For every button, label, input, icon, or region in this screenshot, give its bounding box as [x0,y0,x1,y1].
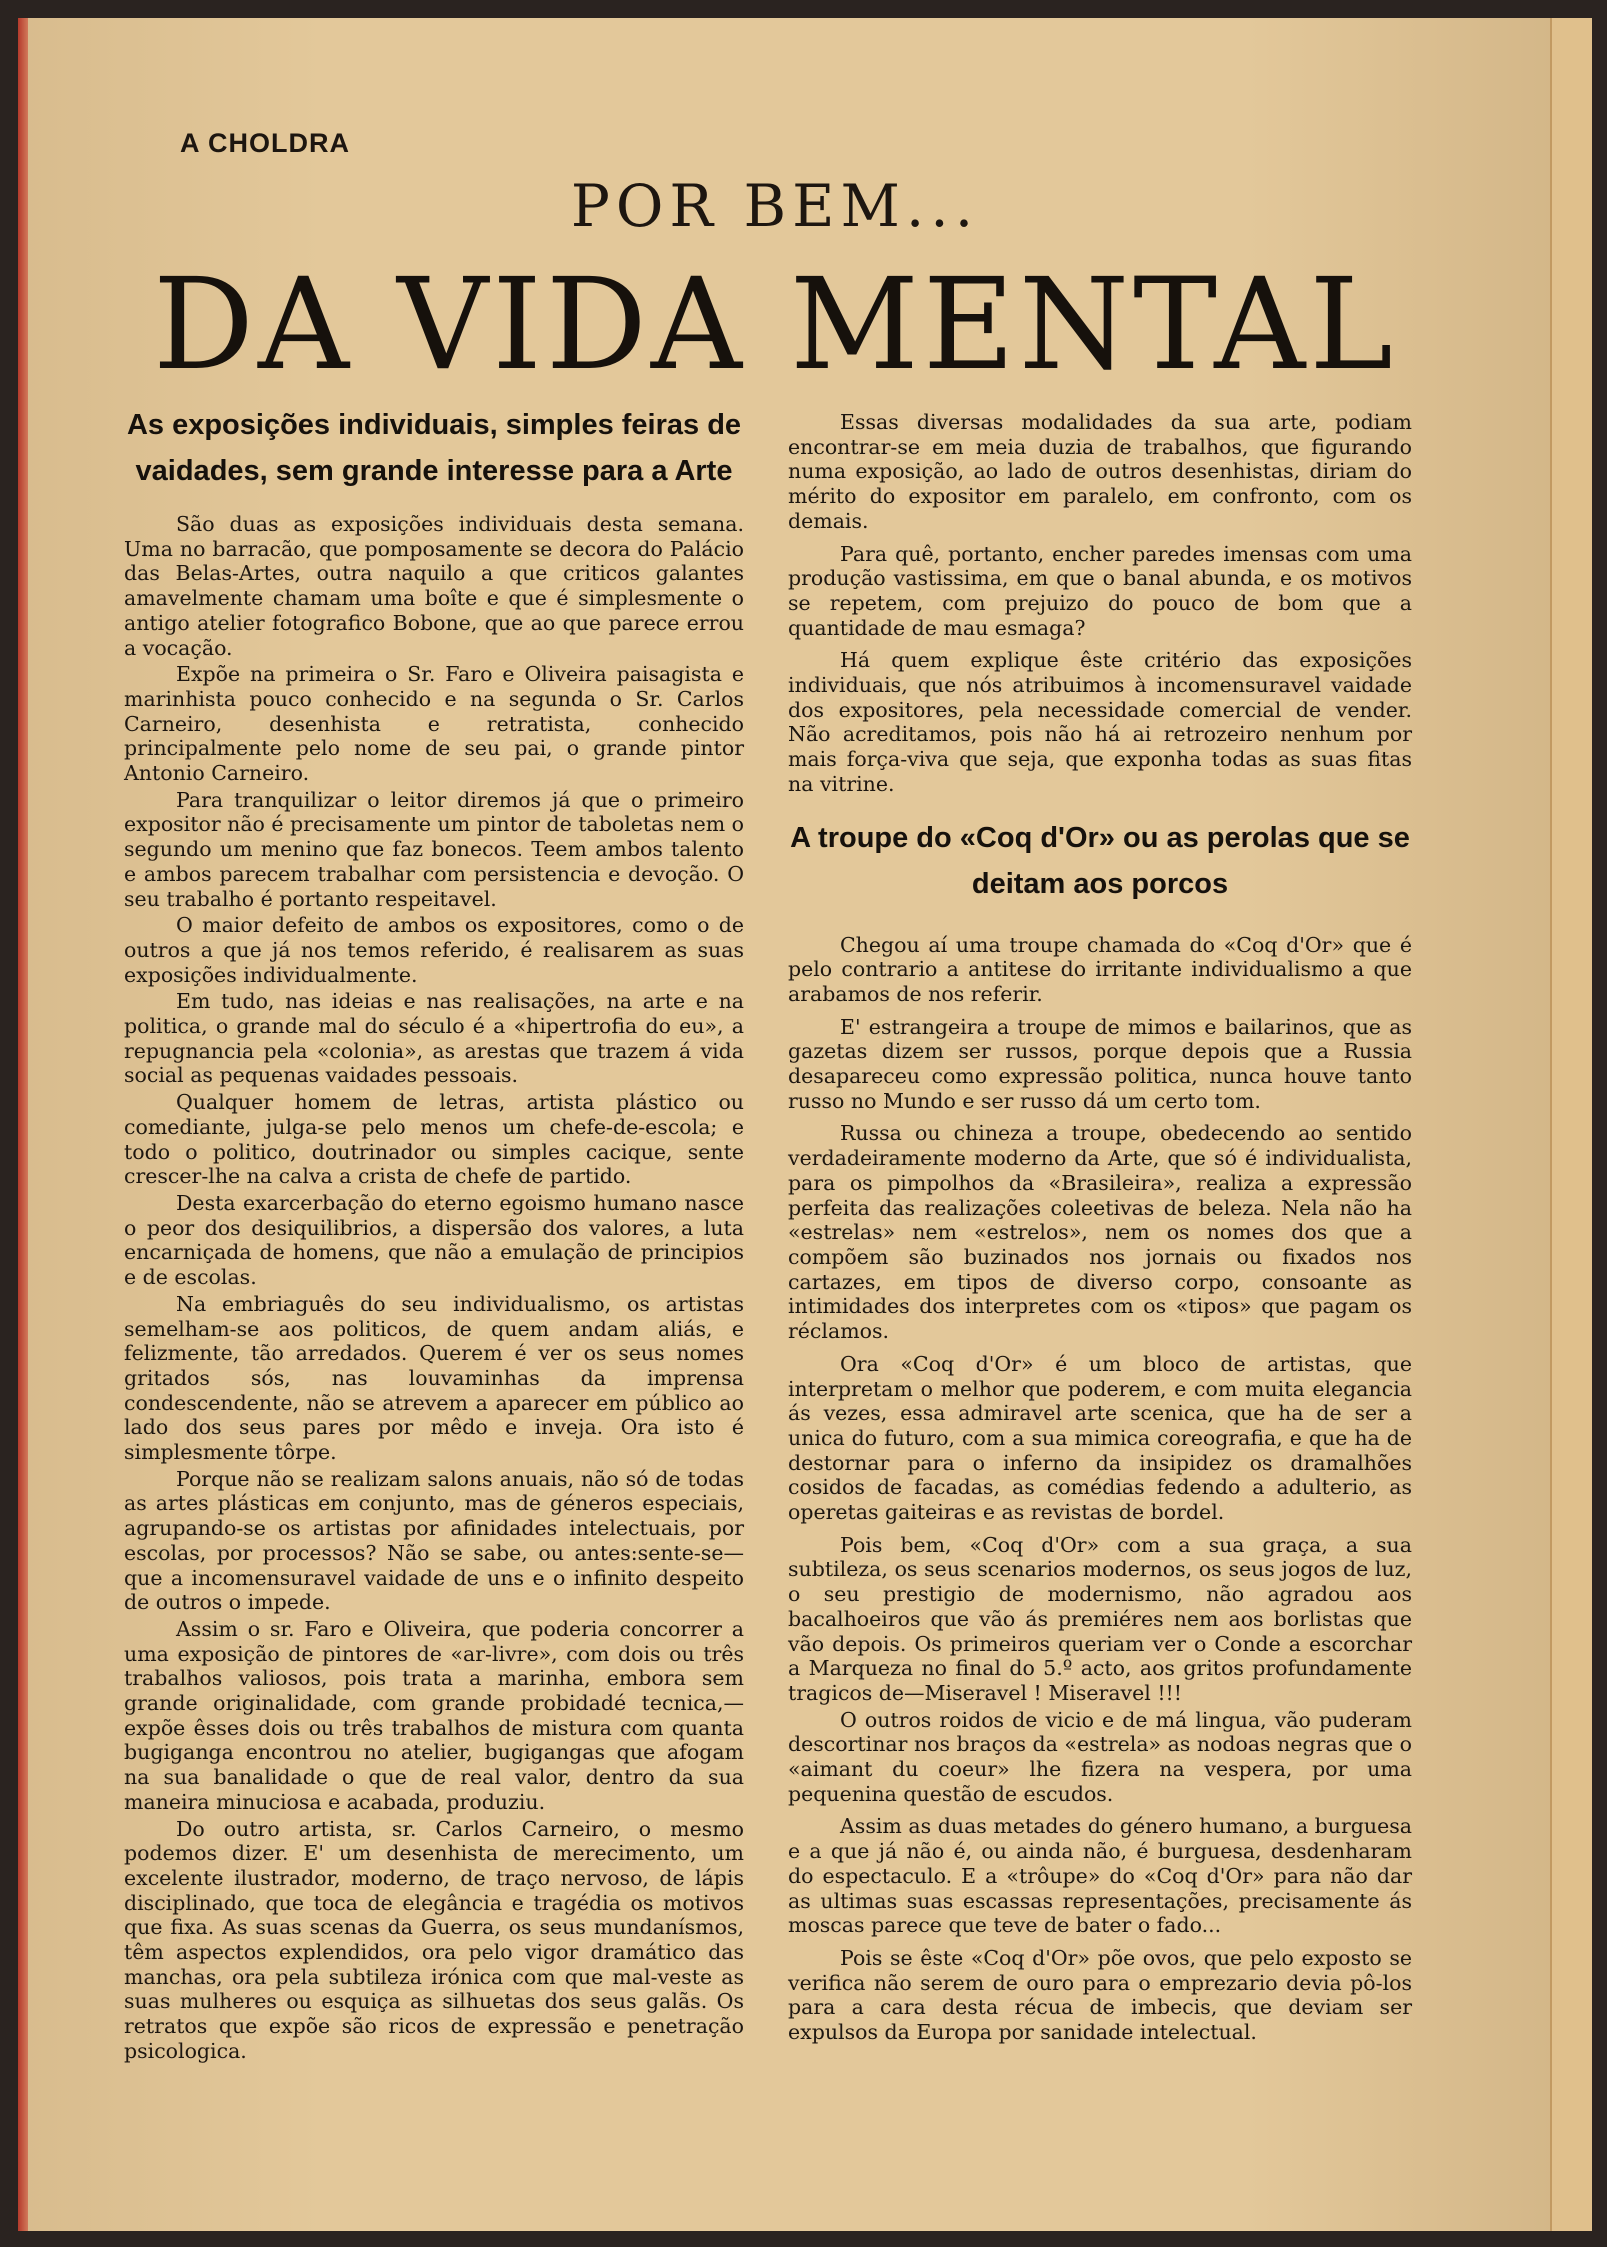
paragraph: Pois bem, «Coq d'Or» com a sua graça, a sua subtileza, os seus scenarios modernos, os seus jogos de luz, o seu prestigio de modernismo, não agradou aos bacalhoeiros que vão ás premiéres nem aos borlistas que vão depois. Os primeiros queriam ver o Conde a escorchar a Marqueza no final do 5.º acto, aos gritos profundamente tragicos de—Miseravel ! Miseravel !!! [788,1532,1412,1705]
paragraph: Qualquer homem de letras, artista plástico ou comediante, julga-se pelo menos um chefe-de-escola; e todo o politico, doutrinador ou simples cacique, sente crescer-lhe na calva a crista de chefe de partido. [124,1090,744,1189]
article-title: DA VIDA MENTAL [153,251,1397,398]
left-subheading: As exposições individuais, simples feiras de vaidades, sem grande interesse para a Arte [126,409,742,487]
paragraph: Russa ou chineza a troupe, obedecendo ao sentido verdadeiramente moderno da Arte, que só é individualista, para os pimpolhos da «Brasileira», realiza a expressão perfeita das realizações coleetivas de beleza. Nela não ha «estrelas» nem «estrelos», nem os nomes dos que a compõem são buzinados nos jornais ou fixados nos cartazes, em tipos de diverso corpo, consoante as intimidades dos interpretes com os «tipos» que pagam os réclamos. [788,1121,1412,1344]
paragraph: Ora «Coq d'Or» é um bloco de artistas, que interpretam o melhor que poderem, e com muita elegancia ás vezes, essa admiravel arte scenica, que ha de ser a unica do futuro, com a sua mimica coreografia, e que ha de destornar para o inferno da insipidez os dramalhões cosidos de facadas, as comédias fedendo a adulterio, as operetas gaiteiras e as revistas de bordel. [788,1351,1412,1525]
paragraph: O outros roidos de vicio e de má lingua, vão puderam descortinar nos braços da «estrela» as nodoas negras que o «aimant du coeur» lhe fizera na vespera, por uma pequenina questão de escudos. [788,1707,1412,1806]
paragraph: Pois se êste «Coq d'Or» põe ovos, que pelo exposto se verifica não serem de ouro para o emprezario devia pô-los para a cara desta récua de imbecis, que deviam ser expulsos da Europa por sanidade intelectual. [788,1945,1412,2045]
paragraph: Chegou aí uma troupe chamada do «Coq d'Or» que é pelo contrario a antitese do irritante individualismo a que arabamos de nos referir. [788,932,1412,1006]
article-kicker: POR BEM... [570,172,980,240]
paragraph: O maior defeito de ambos os expositores, como o de outros a que já nos temos referido, é realisarem as suas exposições individualmente. [124,913,744,987]
paragraph: São duas as exposições individuais desta semana. Uma no barracão, que pomposamente se decora do Palácio das Belas-Artes, outra naquilo a que criticos galantes amavelmente chamam uma boîte e que é simplesmente o antigo atelier fotografico Bobone, que ao que parece errou a vocação. [124,512,744,660]
paragraph: Na embriaguês do seu individualismo, os artistas semelham-se aos politicos, de quem andam aliás, e felizmente, tão arredados. Querem é ver os seus nomes gritados sós, nas louvaminhas da imprensa condescendente, não se atrevem a aparecer em público ao lado dos seus pares por mêdo e inveja. Ora isto é simplesmente tôrpe. [124,1291,744,1465]
paragraph: E' estrangeira a troupe de mimos e bailarinos, que as gazetas dizem ser russos, porque depois que a Russia desapareceu como expressão politica, nunca houve tanto russo no Mundo e ser russo dá um certo tom. [788,1014,1412,1113]
paragraph: Porque não se realizam salons anuais, não só de todas as artes plásticas em conjunto, mas de géneros especiais, agrupando-se os artistas por afinidades intelectuais, por escolas, por processos? Não se sabe, ou antes:sente-se— que a incomensuravel vaidade de uns e o infinito despeito de outros o impede. [124,1466,744,1615]
paragraph: Assim o sr. Faro e Oliveira, que poderia concorrer a uma exposição de pintores de «ar-livre», com dois ou três trabalhos valiosos, pois trata a marinha, embora sem grande originalidade, com grande probidadé tecnica,—expõe êsses dois ou três trabalhos de mistura com quanta bugiganga encontrou no atelier, bugigangas que afogam na sua banalidade o que de real valor, dentro da sua maneira minuciosa e acabada, produziu. [124,1616,744,1814]
paragraph: Essas diversas modalidades da sua arte, podiam encontrar-se em meia duzia de trabalhos, que figurando numa exposição, ao lado de outros desenhistas, diriam do mérito do expositor em paralelo, em confronto, com os demais. [788,410,1412,533]
right-column [788,410,1412,2047]
paragraph: Para quê, portanto, encher paredes imensas com uma produção vastissima, em que o banal abunda, e os motivos se repetem, com prejuizo do pouco de bom que a quantidade de mau esmaga? [788,541,1412,640]
next-page-edge [1550,18,1592,2231]
paragraph: Em tudo, nas ideias e nas realisações, na arte e na politica, o grande mal do século é a «hipertrofia do eu», a repugnancia pela «colonia», as arestas que trazem á vida social as pequenas vaidades pessoais. [124,989,744,1088]
paragraph: Há quem explique êste critério das exposições individuais, que nós atribuimos à incomensuravel vaidade dos expositores, pela necessidade comercial de vender. Não acreditamos, pois não há ai retrozeiro nenhum por mais força-viva que seja, que exponha todas as suas fitas na vitrine. [788,648,1412,796]
paragraph: Do outro artista, sr. Carlos Carneiro, o mesmo podemos dizer. E' um desenhista de merecimento, um excelente ilustrador, moderno, de traço nervoso, de lápis disciplinado, que toca de elegância e tragédia os motivos que fixa. As suas scenas da Guerra, os seus mundanísmos, têm aspectos explendidos, ora pelo vigor dramático das manchas, ora pela subtileza irónica com que mal-veste as suas mulheres ou esquiça as silhuetas dos seus galãs. Os retratos que expõe são ricos de expressão e penetração psicologica. [124,1816,744,2063]
left-column [124,402,744,2066]
paragraph: Assim as duas metades do género humano, a burguesa e a que já não é, ou ainda não, é burguesa, desdenharam do espectaculo. E a «trôupe» do «Coq d'Or» para não dar as ultimas suas escassas representações, precisamente ás moscas parece que teve de bater o fado... [788,1814,1412,1938]
paragraph: Desta exarcerbação do eterno egoismo humano nasce o peor dos desiquilibrios, a dispersão dos valores, a luta encarniçada de homens, que não a emulação de principios e de escolas. [124,1190,744,1290]
right-subheading: A troupe do «Coq d'Or» ou as perolas que se deitam aos porcos [790,821,1410,900]
paragraph: Expõe na primeira o Sr. Faro e Oliveira paisagista e marinhista pouco conhecido e na segunda o Sr. Carlos Carneiro, desenhista e retratista, conhecido principalmente pelo nome de seu pai, o grande pintor Antonio Carneiro. [124,662,744,786]
publication-name: A CHOLDRA [180,128,350,158]
paragraph: Para tranquilizar o leitor diremos já que o primeiro expositor não é precisamente um pintor de taboletas nem o segundo um menino que faz bonecos. Teem ambos talento e ambos parecem trabalhar com persistencia e devoção. O seu trabalho é portanto respeitavel. [124,787,745,911]
